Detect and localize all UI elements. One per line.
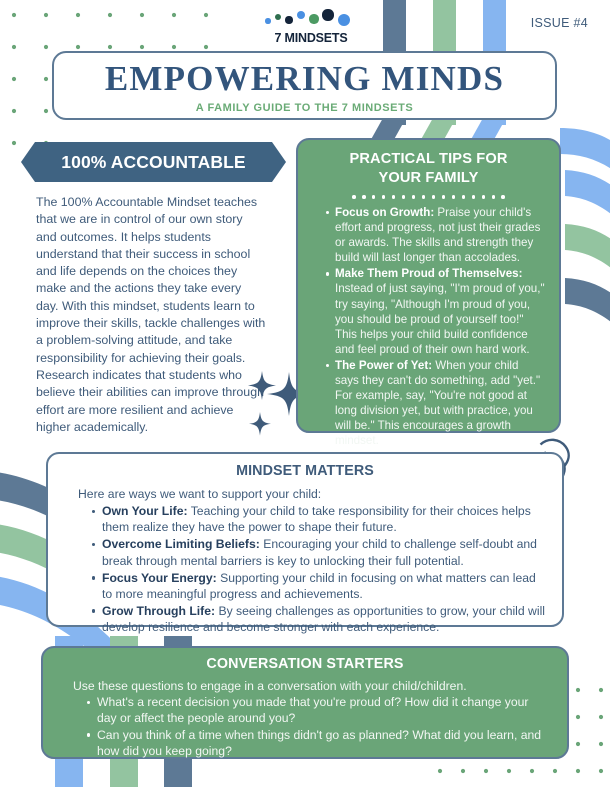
logo-wordmark: 7 MINDSETS [274,31,348,45]
list-item [92,603,546,636]
mindset-matters-intro: Here are ways we want to support your child: [78,487,322,501]
divider-dot [452,195,456,199]
accountable-banner [21,142,286,182]
divider-dot [422,195,426,199]
divider-dot [432,195,436,199]
practical-tips-title-line2: YOUR FAMILY [378,170,479,186]
list-item: Can you think of a time when things didn't go as planned? What did you learn, and how did you keep going? [87,727,551,760]
list-item-text: Teaching your child to take responsibility for their choices helps them realize they have the power to shape their future. [102,504,531,535]
page-title: EMPOWERING MINDS [104,59,505,98]
divider-dot [382,195,386,199]
list-item-term: Own Your Life: [102,504,188,518]
divider-dot [501,195,505,199]
list-item-term: Grow Through Life: [102,603,216,618]
conversation-starters-list [59,694,551,760]
issue-label: ISSUE #4 [530,16,588,30]
practical-tips-card [296,138,561,448]
list-item [326,358,545,449]
divider-dot [392,195,396,199]
title-card [52,51,557,120]
divider-dot [362,195,366,199]
mindset-matters-list [64,503,546,636]
list-item-term: Overcome Limiting Beliefs: [102,537,260,552]
divider-dot [472,195,476,199]
list-item-text: When your child says they can't do something, add "yet." For example, say, "You're not good at long division yet, but with practice, you will be." This encourages a growth mindset. [335,358,541,448]
conversation-starters-card [41,646,569,759]
conversation-starters-title: CONVERSATION STARTERS [206,656,404,672]
list-item [92,570,546,603]
list-item-text: Supporting your child in focusing on what matters can lead to more meaningful progress and achievements. [102,570,536,602]
conversation-starters-intro: Use these questions to engage in a conversation with your child/children. [73,679,467,693]
list-item-text: By seeing challenges as opportunities to grow, your child will develop resilience and become stronger with each experience. [102,603,545,635]
page-subtitle: A FAMILY GUIDE TO THE 7 MINDSETS [195,101,414,114]
seven-dots-icon [262,8,360,30]
divider-dot [482,195,486,199]
accountable-body-text: The 100% Accountable Mindset teaches that we are in control of our own story and outcomes. It helps students understand that their success in school and life depends on the choices they make and the actions they take every day. With this mindset, students learn to improve their skills, tackle challenges with a problem-solving attitude, and take responsibility for achieving their goals. Research indicates that students who believe their abilities can improve through effort are more resilient and achieve higher academically. [36,195,266,434]
list-item [92,503,546,536]
list-item [326,266,545,357]
list-item-term: Make Them Proud of Themselves: [335,267,523,281]
list-item [326,205,545,265]
list-item-term: Focus Your Energy: [102,570,217,585]
list-item-term: Focus on Growth: [335,206,435,219]
divider-dot [442,195,446,199]
divider-dot [352,195,356,199]
right-curved-stripes [560,128,610,360]
dot-divider [312,195,545,199]
divider-dot [372,195,376,199]
divider-dot [462,195,466,199]
list-item-term: The Power of Yet: [335,358,433,372]
practical-tips-title-line1: PRACTICAL TIPS FOR [349,151,508,167]
practical-tips-title [312,150,545,188]
list-item-text: Praise your child's effort and progress, not just their grades or awards. The skills and strength they build will last longer than accolades. [335,206,541,265]
divider-dot [402,195,406,199]
practical-tips-list [312,205,545,449]
divider-dot [412,195,416,199]
accountable-banner-label: 100% ACCOUNTABLE [61,152,246,172]
divider-dot [492,195,496,199]
mindset-matters-card [46,452,564,635]
list-item-text: Encouraging your child to challenge self-doubt and break through mental barriers is key to unlocking their full potential. [102,537,537,568]
list-item-text: Instead of just saying, "I'm proud of you," try saying, "Although I'm proud of you, you should be proud of yourself too!" This helps your child build confidence and feel proud of their own hard work. [335,282,545,356]
list-item: What's a recent decision you made that you're proud of? How did it change your day or affect the people around you? [87,694,551,727]
list-item [92,536,546,569]
brand-logo [262,8,360,45]
mindset-matters-title: MINDSET MATTERS [236,463,374,479]
